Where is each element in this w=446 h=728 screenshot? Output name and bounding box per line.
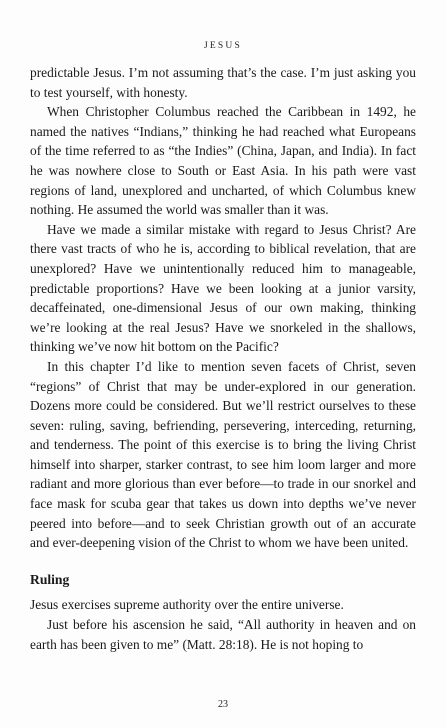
paragraph-ascension: Just before his ascension he said, “All authority in heaven and on earth has been given to me” (Matt. 28:18). He is not hoping to: [30, 617, 416, 652]
paragraph-continuation: predictable Jesus. I’m not assuming that’s the case. I’m just asking you to test yourself, with honesty.: [30, 65, 416, 100]
body-text: [30, 63, 416, 654]
paragraph-similar-mistake: Have we made a similar mistake with regard to Jesus Christ? Are there vast tracts of who he is, according to biblical revelation, that are unexplored? Have we unintentionally reduced him to manageable, predictable proportions? Have we been looking at a junior varsity, decaffeinated, one-dimensional Jesus of our own making, thinking we’re looking at the real Jesus? Have we snorkeled in the shallows, thinking we’ve now hit bottom on the Pacific?: [30, 221, 416, 355]
section-heading: Ruling: [30, 571, 70, 587]
page-number: 23: [218, 699, 228, 710]
running-head: JESUS: [204, 41, 242, 51]
paragraph-supreme-authority: Jesus exercises supreme authority over the entire universe.: [30, 597, 344, 613]
paragraph-seven-facets: In this chapter I’d like to mention seven facets of Christ, seven “regions” of Christ that may be under-explored in our generation. Dozens more could be considered. But we’ll restrict ourselves to these seven: ruling, saving, befriending, persevering, interceding, returning, and tenderness. The point of this exercise is to bring the living Christ himself into sharper, starker contrast, to see him loom larger and more radiant and more glorious than ever before—to trade in our snorkel and face mask for scuba gear that takes us down into depths we’ve never peered into before—and to seek Christian growth out of an accurate and ever-deepening vision of the Christ to whom we have been united.: [30, 358, 416, 551]
paragraph-columbus: When Christopher Columbus reached the Caribbean in 1492, he named the natives “Indians,” thinking he had reached what Europeans of the time referred to as “the Indies” (China, Japan, and India). In fact he was nowhere close to South or East Asia. In his path were vast regions of land, unexplored and uncharted, of which Columbus knew nothing. He assumed the world was smaller than it was.: [30, 104, 416, 218]
